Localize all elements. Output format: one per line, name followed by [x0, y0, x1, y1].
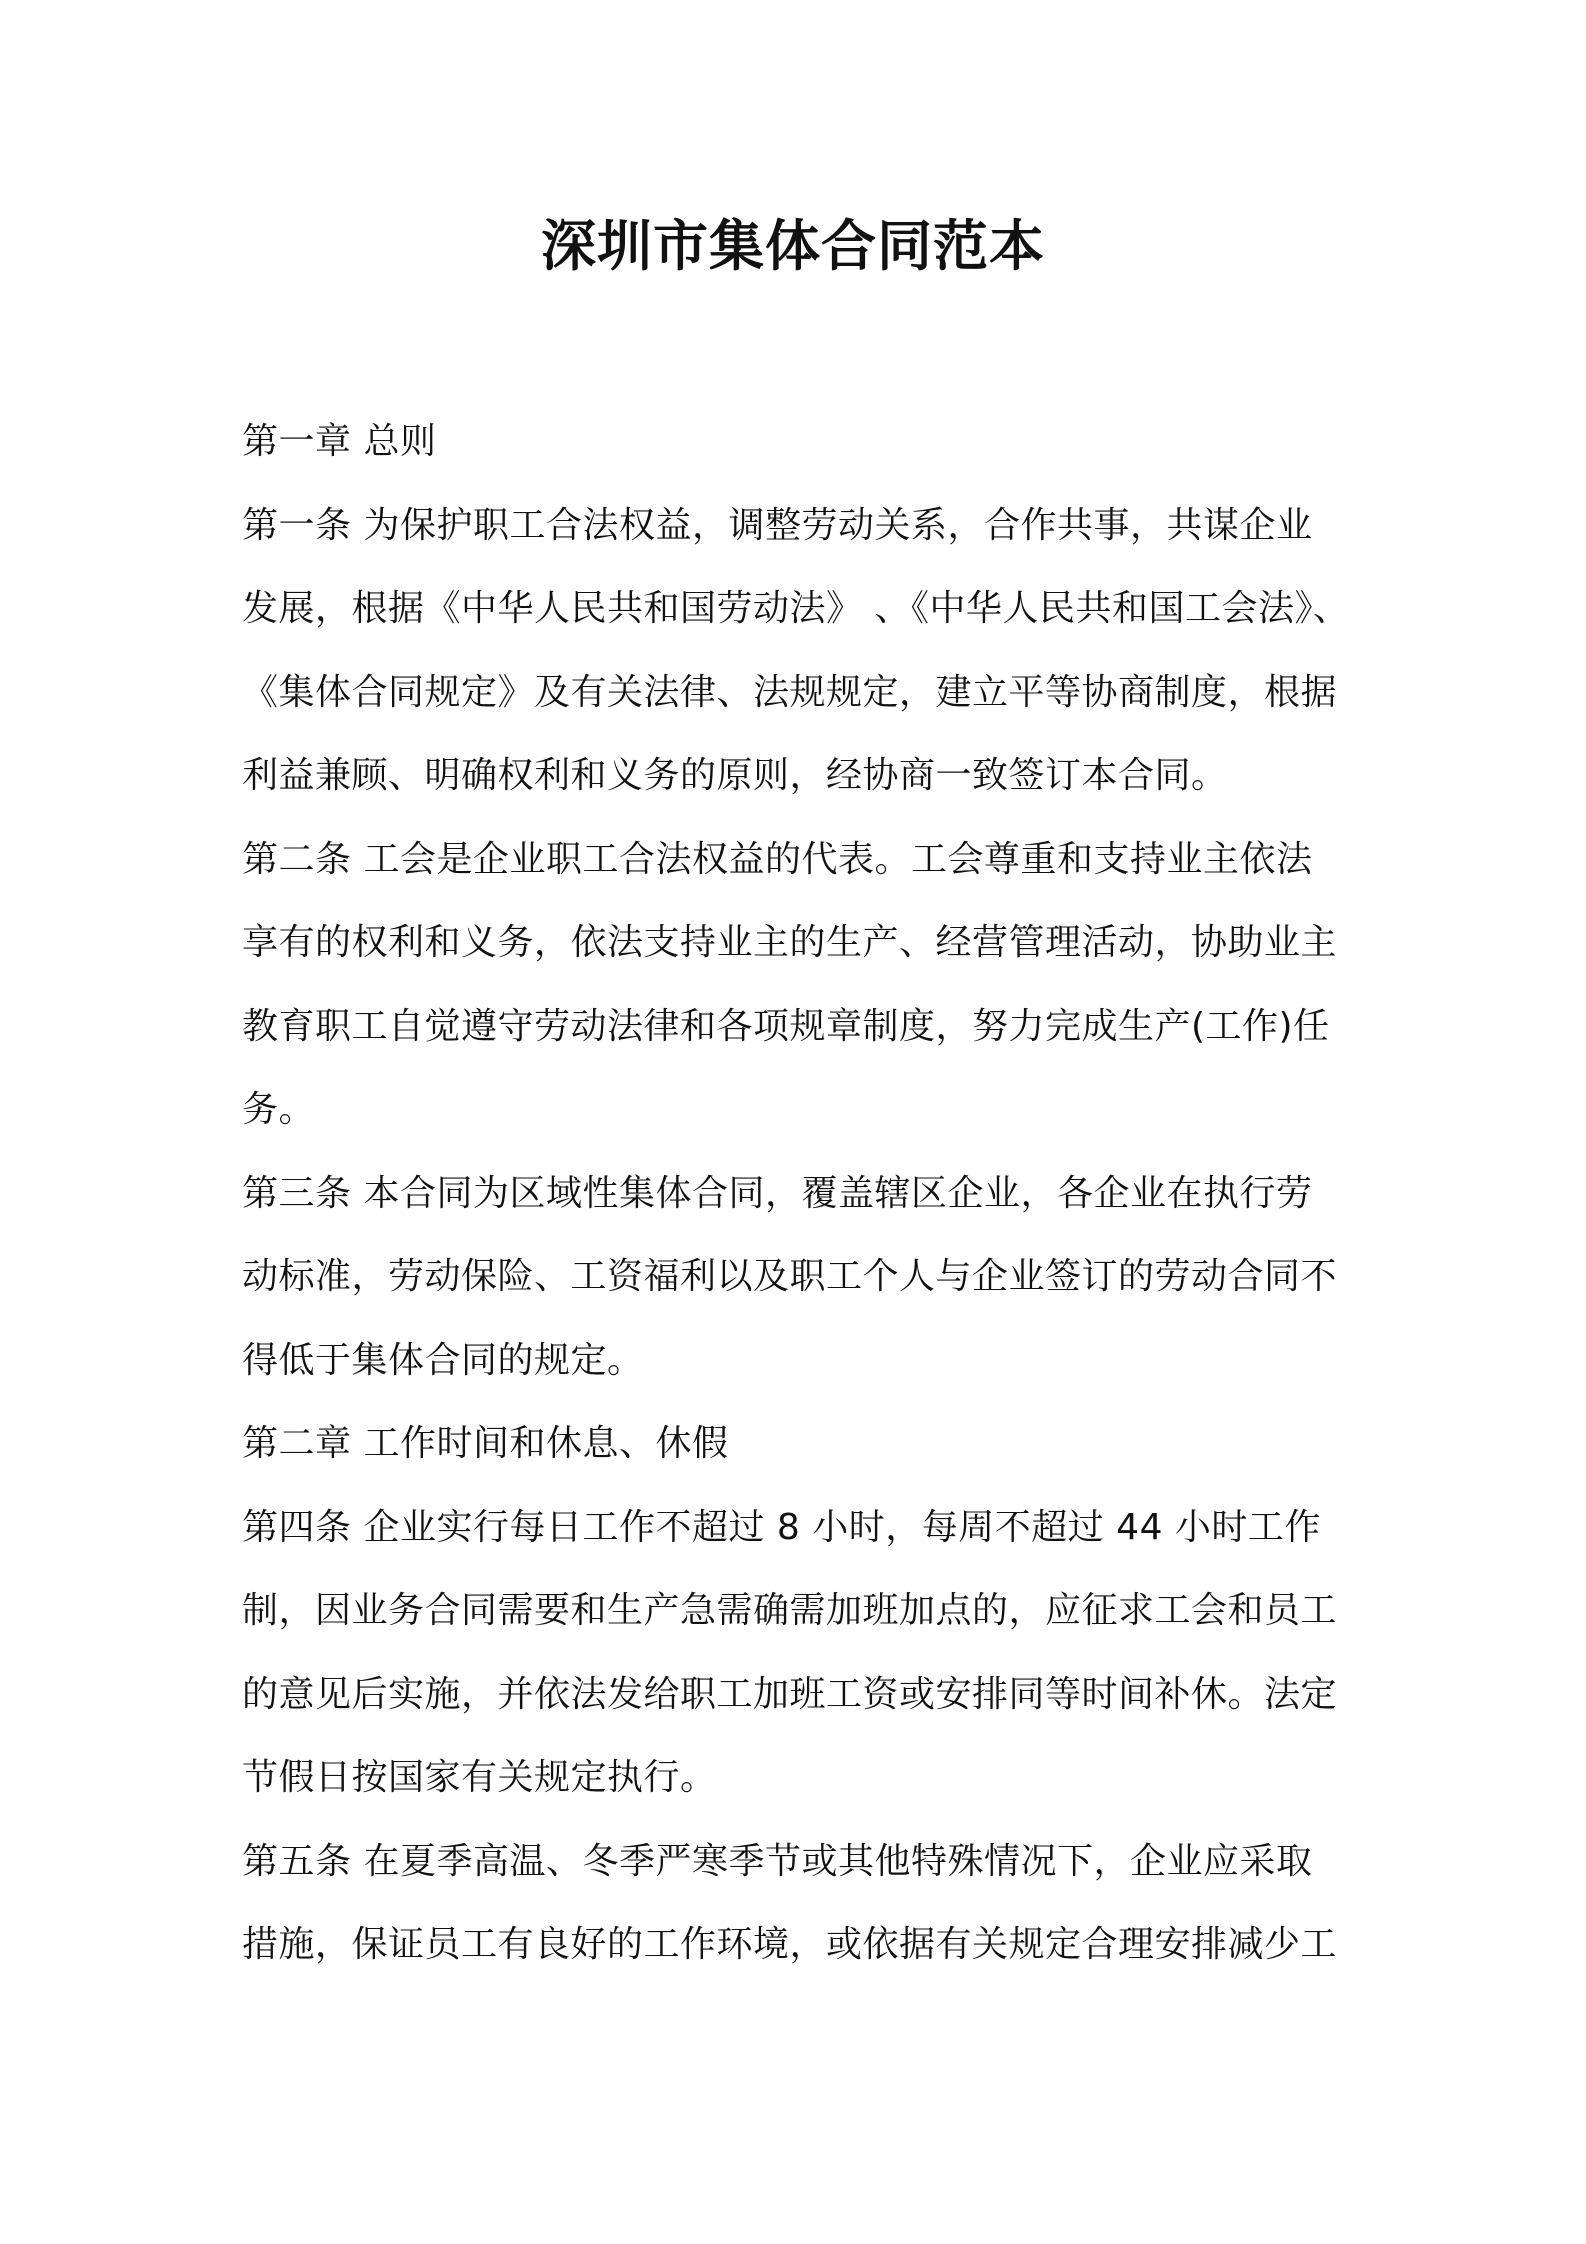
- chapter-1-heading: 第一章 总则: [242, 421, 437, 462]
- article-2-line: 教育职工自觉遵守劳动法律和各项规章制度，努力完成生产(工作)任: [242, 1005, 1330, 1047]
- article-1-line: 利益兼顾、明确权利和义务的原则，经协商一致签订本合同。: [242, 755, 1228, 796]
- article-4-line: 节假日按国家有关规定执行。: [242, 1757, 717, 1798]
- article-3-line: 得低于集体合同的规定。: [242, 1339, 644, 1381]
- article-4-line: 的意见后实施，并依法发给职工加班工资或安排同等时间补休。法定: [242, 1673, 1338, 1715]
- article-2-line: 第二条 工会是企业职工合法权益的代表。工会尊重和支持业主依法: [242, 838, 1313, 880]
- article-5-line: 第五条 在夏季高温、冬季严寒季节或其他特殊情况下，企业应采取: [242, 1840, 1313, 1882]
- chapter-2-heading: 第二章 工作时间和休息、休假: [242, 1423, 729, 1464]
- article-1-line: 《集体合同规定》及有关法律、法规规定，建立平等协商制度，根据: [242, 671, 1338, 713]
- article-1-line: 第一条 为保护职工合法权益，调整劳动关系，合作共事，共谋企业: [242, 504, 1313, 546]
- article-3-line: 动标准，劳动保险、工资福利以及职工个人与企业签订的劳动合同不: [242, 1256, 1338, 1297]
- article-4-line: 制，因业务合同需要和生产急需确需加班加点的，应征求工会和员工: [242, 1590, 1338, 1631]
- document-body: [242, 400, 1382, 1987]
- article-2-line: 务。: [242, 1089, 316, 1130]
- article-1-line: 发展，根据《中华人民共和国劳动法》 、《中华人民共和国工会法》、: [242, 588, 1350, 629]
- article-5-line: 措施，保证员工有良好的工作环境，或依据有关规定合理安排减少工: [242, 1924, 1338, 1965]
- article-2-line: 享有的权利和义务，依法支持业主的生产、经营管理活动，协助业主: [242, 922, 1338, 963]
- document-title: 深圳市集体合同范本: [540, 214, 1045, 278]
- article-4-line: 第四条 企业实行每日工作不超过 8 小时，每周不超过 44 小时工作: [242, 1506, 1321, 1548]
- article-3-line: 第三条 本合同为区域性集体合同，覆盖辖区企业，各企业在执行劳: [242, 1172, 1313, 1214]
